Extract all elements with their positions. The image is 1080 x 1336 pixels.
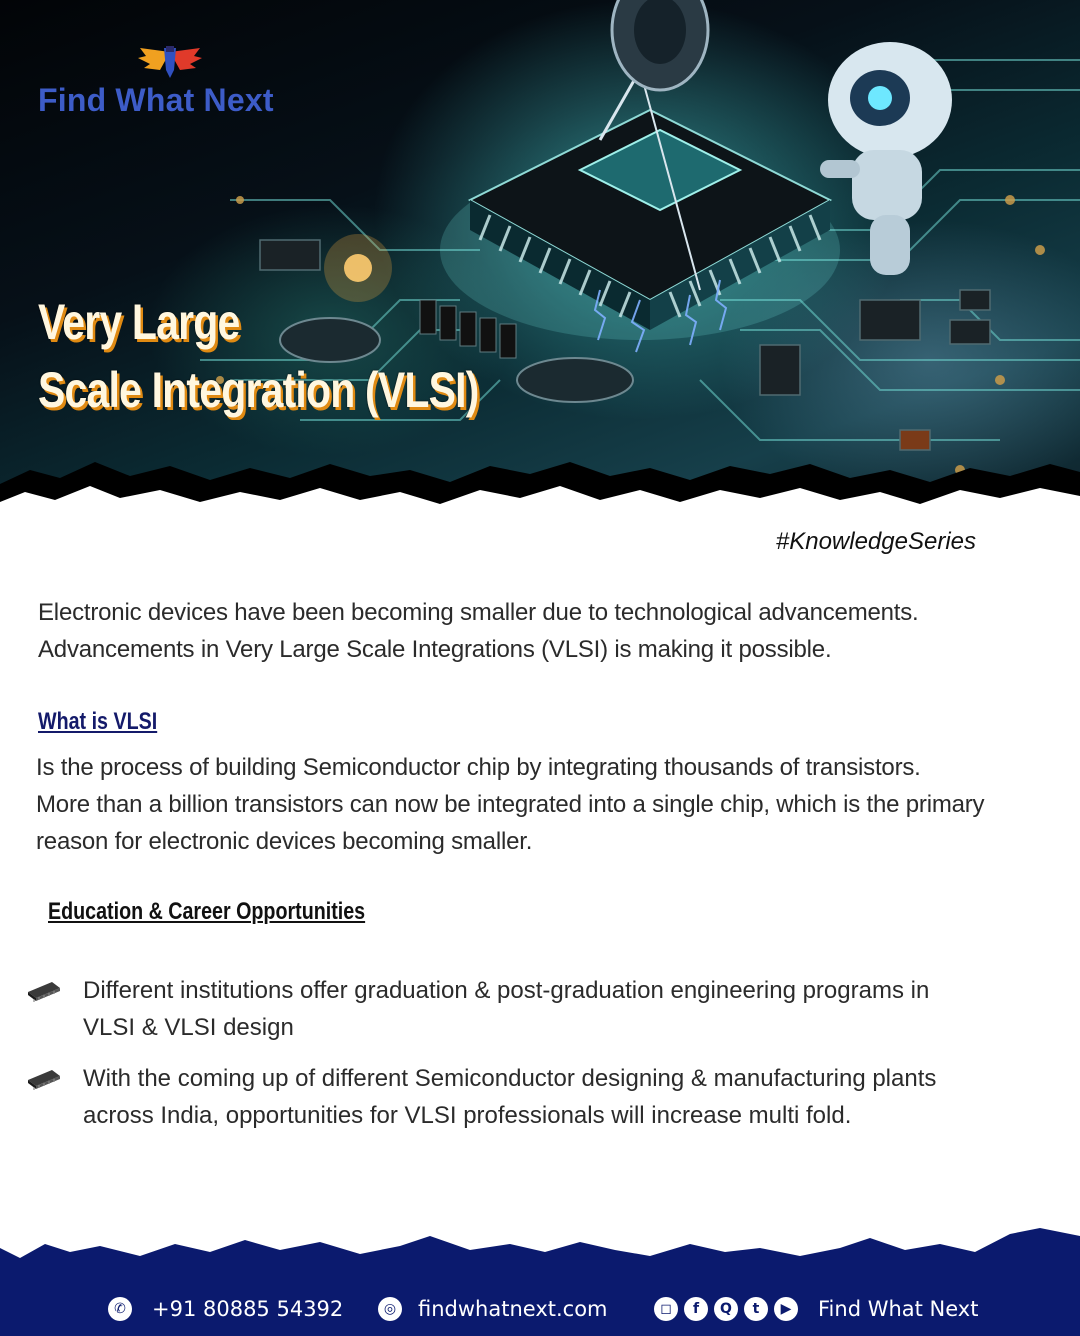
footer-website[interactable]	[378, 1282, 608, 1336]
list-item	[26, 1060, 1036, 1134]
footer	[0, 1282, 1080, 1336]
page-title	[38, 288, 479, 424]
torn-paper-edge	[0, 440, 1080, 520]
phone-number: +91 80885 54392	[152, 1297, 344, 1321]
intro-paragraph	[38, 594, 1038, 668]
body-line: Is the process of building Semiconductor chip by integrating thousands of transistors.	[36, 754, 921, 781]
globe-icon: ◎	[378, 1297, 402, 1321]
list-item-line: With the coming up of different Semiconductor designing & manufacturing plants	[83, 1065, 937, 1092]
list-item-line: VLSI & VLSI design	[83, 1014, 294, 1041]
footer-phone[interactable]	[108, 1282, 343, 1336]
title-line-1: Very Large	[38, 294, 240, 350]
phone-icon: ✆	[108, 1297, 132, 1321]
what-is-vlsi-heading: What is VLSI	[38, 708, 158, 735]
footer-social[interactable]	[654, 1282, 978, 1336]
chip-icon	[26, 980, 62, 1002]
winged-pen-logo-icon	[136, 44, 204, 80]
facebook-icon[interactable]: f	[684, 1297, 708, 1321]
hero-banner	[0, 0, 1080, 520]
chip-icon	[26, 1068, 62, 1090]
hashtag: #KnowledgeSeries	[775, 528, 976, 555]
body-line: reason for electronic devices becoming smaller.	[36, 828, 533, 855]
title-line-2: Scale Integration (VLSI)	[38, 362, 479, 418]
intro-line: Advancements in Very Large Scale Integrations (VLSI) is making it possible.	[38, 636, 832, 663]
website-link: findwhatnext.com	[418, 1297, 608, 1321]
youtube-icon[interactable]: ▶	[774, 1297, 798, 1321]
quora-icon[interactable]: Q	[714, 1297, 738, 1321]
what-is-vlsi-body	[36, 749, 1066, 860]
body-line: More than a billion transistors can now be integrated into a single chip, which is the primary	[36, 791, 985, 818]
list-item-line: Different institutions offer graduation & post-graduation engineering programs in	[83, 977, 930, 1004]
instagram-icon[interactable]: ◻	[654, 1297, 678, 1321]
social-name: Find What Next	[818, 1297, 979, 1321]
twitter-icon[interactable]: t	[744, 1297, 768, 1321]
education-list	[26, 972, 1036, 1148]
education-heading: Education & Career Opportunities	[48, 898, 366, 925]
list-item-line: across India, opportunities for VLSI professionals will increase multi fold.	[83, 1102, 852, 1129]
list-item	[26, 972, 1036, 1046]
intro-line: Electronic devices have been becoming smaller due to technological advancements.	[38, 599, 919, 626]
brand-name: Find What Next	[38, 82, 274, 118]
